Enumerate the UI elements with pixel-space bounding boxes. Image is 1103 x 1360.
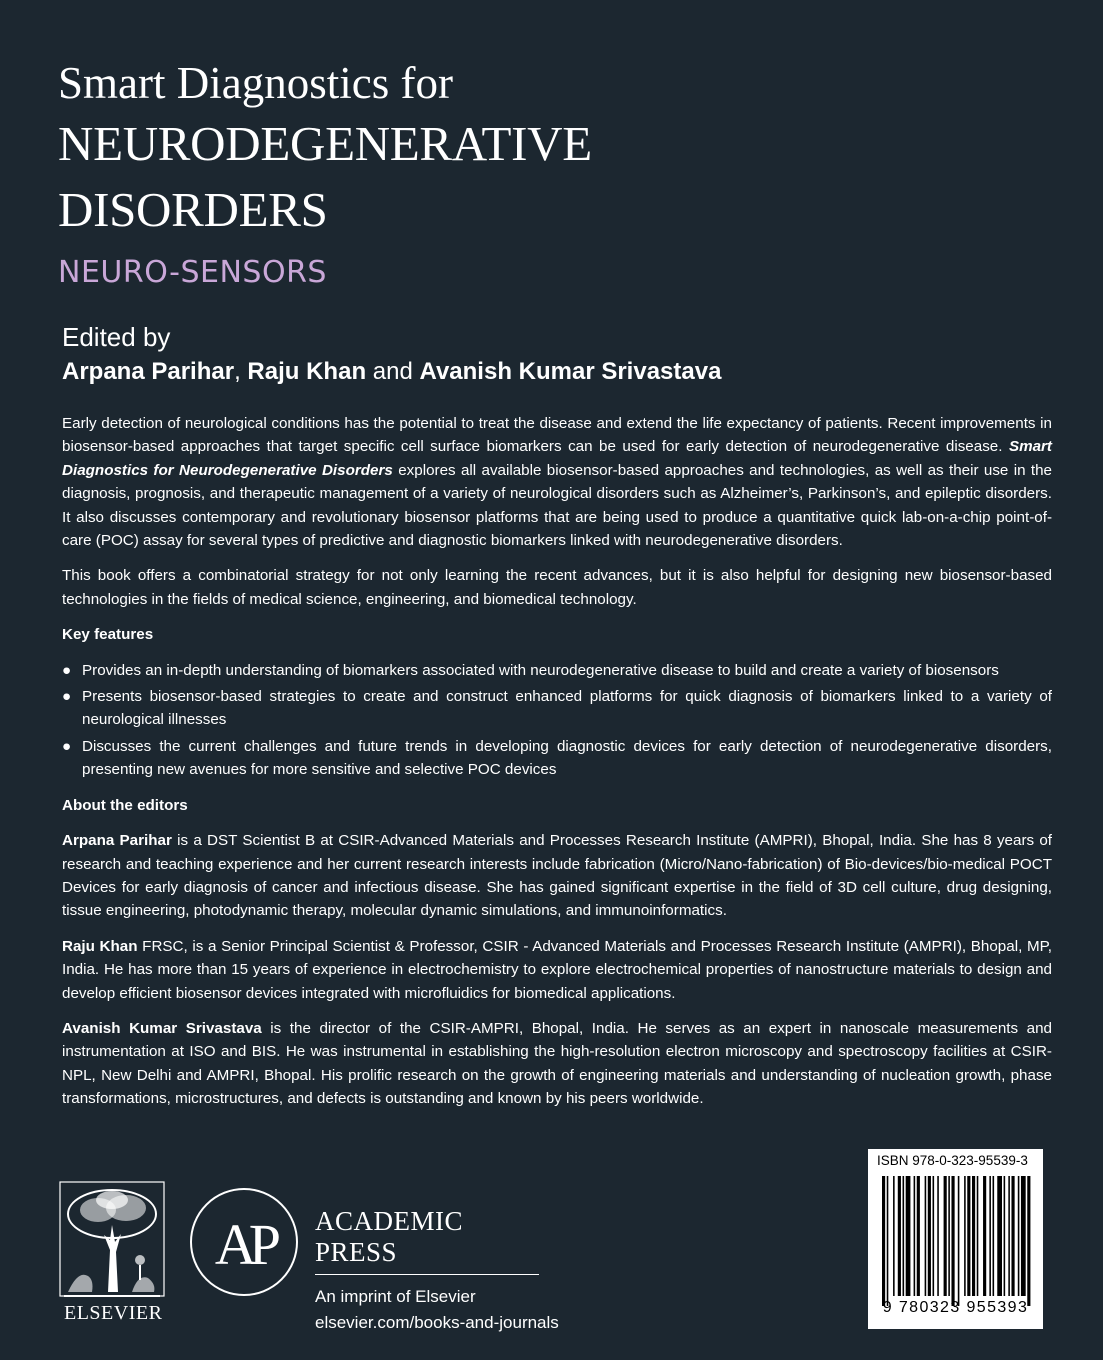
description-book-title: Smart Diagnostics for Neurodegenerative Disorders [62,438,1052,479]
barcode-bar [906,1176,911,1296]
barcode-bar [917,1176,920,1296]
editor-separator-1: , [234,358,248,385]
editor-bio-3 [62,1017,1052,1111]
barcode-bar [937,1176,939,1296]
barcode-bar [993,1176,995,1296]
bio-name: Raju Khan [62,937,138,955]
key-feature-item [62,735,1052,782]
barcode-bar [997,1176,1002,1296]
barcode-bar [983,1176,986,1296]
key-feature-item [62,659,1052,682]
description-paragraph-1 [62,412,1052,552]
publisher-logos [58,1180,618,1332]
editor-bio-2 [62,935,1052,1005]
book-subtitle: NEURO-SENSORS [58,255,327,290]
barcode-bar [951,1176,954,1306]
barcode-bar [948,1176,950,1296]
academic-press-text [315,1206,559,1333]
barcode-bar [964,1176,966,1296]
key-features-heading: Key features [62,626,154,644]
publisher-imprint: An imprint of Elsevier [315,1287,476,1306]
barcode-bar [898,1176,901,1296]
elsevier-tree-logo-icon [58,1180,166,1300]
key-feature-item [62,685,1052,732]
book-title-line-3: DISORDERS [58,182,328,237]
editor-name-2: Raju Khan [247,358,367,385]
bio-text: FRSC, is a Senior Principal Scientist & Professor, CSIR - Advanced Materials and Processes Research Institute (AMPRI), Bhopal, MP, India. He has more than 15 years of experience in electrochemistry to explore electrochemical properties of nanostructure materials to design and develop efficient biosensor devices integrated with microfluidics for biomedical applications. [62,937,1052,1002]
barcode-bar [1018,1176,1020,1296]
key-feature-text: Provides an in-depth understanding of biomarkers associated with neurodegenerative disease to build and create a variety of biosensors [82,661,999,679]
elsevier-wordmark: ELSEVIER [64,1302,163,1324]
barcode-bar [887,1176,889,1306]
bio-text: is the director of the CSIR-AMPRI, Bhopal, India. He serves as an expert in nanoscale measurements and instrumentation at ISO and BIS. He was instrumental in establishing the high-resolution electron microscopy and spectroscopy facilities at CSIR-NPL, New Delhi and AMPRI, Bhopal. His prolific research on the growth of engineering materials and understanding of nucleation growth, phase transformations, microstructures, and defects is outstanding and known by his peers worldwide. [62,1019,1052,1108]
barcode-bar [882,1176,885,1306]
key-features-list [62,659,1052,782]
bullet-icon: ● [62,737,72,755]
barcode-bar [893,1176,895,1296]
editor-name-3: Avanish Kumar Srivastava [419,358,722,385]
isbn-barcode [868,1149,1043,1329]
barcode-bar [903,1176,905,1296]
bio-name: Avanish Kumar Srivastava [62,1019,262,1037]
book-title-line-2: NEURODEGENERATIVE [58,116,592,171]
editor-names [62,354,721,390]
title-block [58,55,1058,293]
key-feature-text: Discusses the current challenges and future trends in developing diagnostic devices for early detection of neurodegenerative disorders, presenting new avenues for more sensitive and selective POC devices [82,737,1052,779]
about-editors-heading: About the editors [62,796,188,814]
barcode-bar [1027,1176,1030,1306]
barcode-bar [933,1176,935,1296]
barcode-digits: 9 780323 955393 [882,1299,1029,1316]
barcode-bar [972,1176,975,1296]
bullet-icon: ● [62,688,72,706]
edited-by-label: Edited by [62,322,171,352]
description-paragraph-2: This book offers a combinatorial strategy for not only learning the recent advances, but it is also helpful for designing new biosensor-based technologies in the fields of medical science, engineering, and biomedical technology. [62,567,1052,608]
bio-name: Arpana Parihar [62,832,172,850]
publisher-name: ACADEMIC PRESS [315,1206,539,1275]
academic-press-logo-icon [188,1186,300,1298]
description-text: Early detection of neurological conditions has the potential to treat the disease and extend the life expectancy of patients. Recent improvements in biosensor-based approaches that target specific cell surface biomarkers can be used for early detection of neurodegenerative disease. [62,415,1052,456]
ap-monogram: AP [214,1212,274,1277]
description-text-continued: explores all available biosensor-based approaches and technologies, as well as their use in the diagnosis, prognosis, and therapeutic management of a variety of neurological disorders such as Alzheimer’s, Parkinson’s, and epileptic disorders. It also discusses contemporary and revolutionary biosensor platforms that are being used to produce a quantitative quick lab-on-a-chip point-of-care (POC) assay for several types of predictive and diagnostic biomarkers linked with neurodegenerative disorders. [62,461,1052,550]
isbn-label: ISBN 978-0-323-95539-3 [877,1153,1028,1168]
barcode-bar [1011,1176,1014,1296]
barcode-bar [914,1176,916,1296]
barcode-bar [925,1176,927,1296]
editor-separator-2: and [366,358,420,385]
bio-text: is a DST Scientist B at CSIR-Advanced Materials and Processes Research Institute (AMPRI), Bhopal, India. She has 8 years of research and teaching experience and her current research interests include fabrication (Micro/Nano-fabrication) of Bio-devices/bio-medical POCT Devices for early diagnosis of cancer and infectious disease. She has gained significant expertise in the field of 3D cell culture, drug designing, tissue engineering, photodynamic therapy, molecular dynamic simulations, and immunoinformatics. [62,832,1053,920]
bullet-icon: ● [62,661,72,679]
barcode-bar [989,1176,991,1296]
barcode-bar [1008,1176,1010,1296]
barcode-bar [1021,1176,1026,1296]
barcode-bar [1004,1176,1006,1296]
barcode-bar [958,1176,960,1306]
barcode-bar [928,1176,931,1296]
editor-bio-1 [62,829,1052,923]
barcode-bar [944,1176,947,1296]
book-title-line-1: Smart Diagnostics for [58,58,453,108]
barcode-bar [977,1176,979,1296]
publisher-url: elsevier.com/books-and-journals [315,1313,559,1332]
barcode-bars-icon [882,1176,1032,1306]
key-feature-text: Presents biosensor-based strategies to create and construct enhanced platforms for quick diagnosis of biomarkers linked to a variety of neurological illnesses [82,688,1052,729]
barcode-bar [967,1176,970,1296]
editor-name-1: Arpana Parihar [62,358,235,385]
back-cover-text [62,412,1052,1123]
editors-block [62,320,721,390]
